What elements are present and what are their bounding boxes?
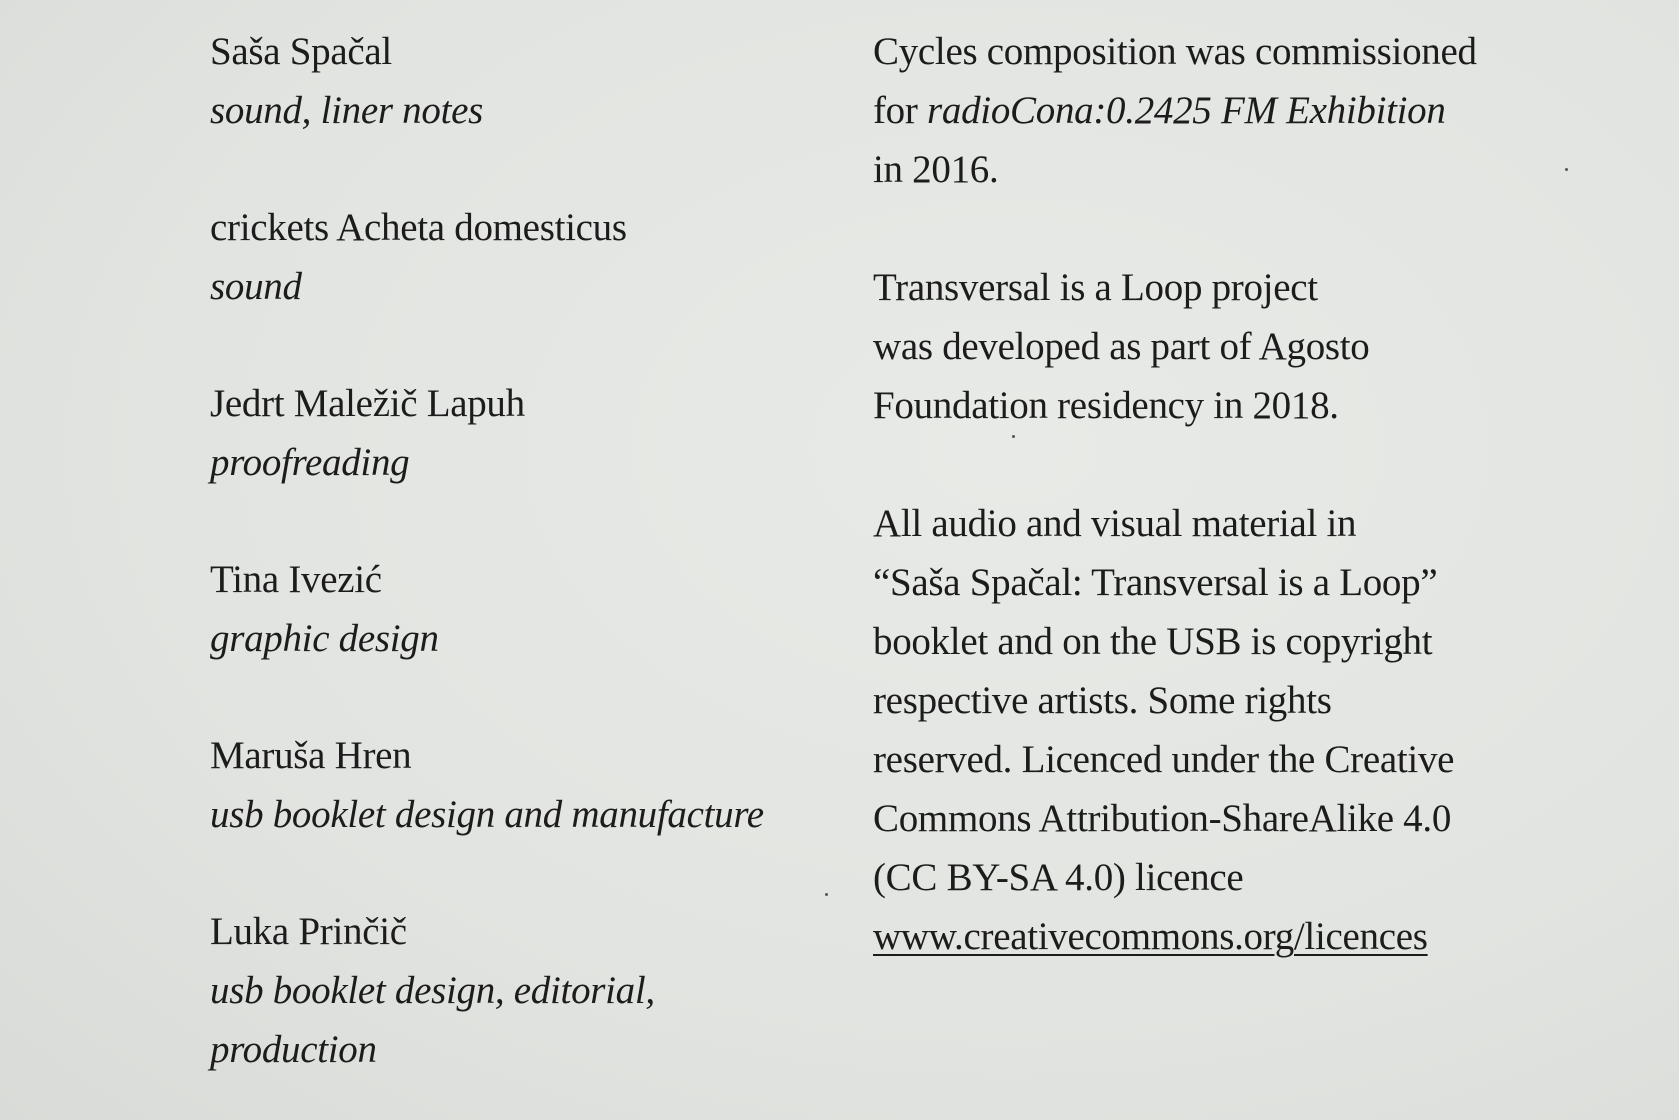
credit-role: usb booklet design, editorial, (210, 969, 655, 1012)
credit-role: sound (210, 265, 302, 308)
note-line: booklet and on the USB is copyright (873, 620, 1433, 663)
credits-column (210, 22, 830, 1120)
note-line: in 2016. (873, 148, 999, 191)
note-line (873, 81, 1633, 140)
note-line: All audio and visual material in (873, 502, 1357, 545)
credit-role: proofreading (210, 441, 410, 484)
credit-entry (210, 726, 830, 844)
note-line: was developed as part of Agosto (873, 325, 1370, 368)
commission-note (873, 22, 1633, 199)
note-line: Commons Attribution-ShareAlike 4.0 (873, 797, 1452, 840)
creativecommons-link[interactable]: www.creativecommons.org/licences (873, 915, 1428, 958)
note-line: Cycles composition was commissioned (873, 30, 1477, 73)
credit-name: Saša Spačal (210, 30, 392, 73)
credit-role: graphic design (210, 617, 439, 660)
credit-entry (210, 550, 830, 668)
credit-role: sound, liner notes (210, 89, 484, 132)
note-line: respective artists. Some rights (873, 679, 1332, 722)
note-line: reserved. Licenced under the Creative (873, 738, 1455, 781)
license-note (873, 494, 1633, 966)
credit-name: Tina Ivezić (210, 558, 382, 601)
credit-name: Luka Prinčič (210, 910, 407, 953)
credit-entry (210, 902, 830, 1079)
residency-note (873, 258, 1633, 435)
credit-entry (210, 22, 830, 140)
note-line: (CC BY-SA 4.0) licence (873, 856, 1244, 899)
credit-role: production (210, 1028, 377, 1071)
note-line: Transversal is a Loop project (873, 266, 1318, 309)
note-line-prefix: for (873, 89, 928, 132)
credit-entry (210, 198, 830, 316)
notes-column (873, 22, 1633, 966)
credit-name: Maruša Hren (210, 734, 412, 777)
credit-name: crickets Acheta domesticus (210, 206, 627, 249)
note-line: Foundation residency in 2018. (873, 384, 1339, 427)
credit-role: usb booklet design and manufacture (210, 793, 764, 836)
note-line: “Saša Spačal: Transversal is a Loop” (873, 561, 1438, 604)
exhibition-title: radioCona:0.2425 FM Exhibition (927, 89, 1446, 132)
license-link-line (873, 907, 1633, 966)
credit-name: Jedrt Maležič Lapuh (210, 382, 525, 425)
credit-entry (210, 374, 830, 492)
